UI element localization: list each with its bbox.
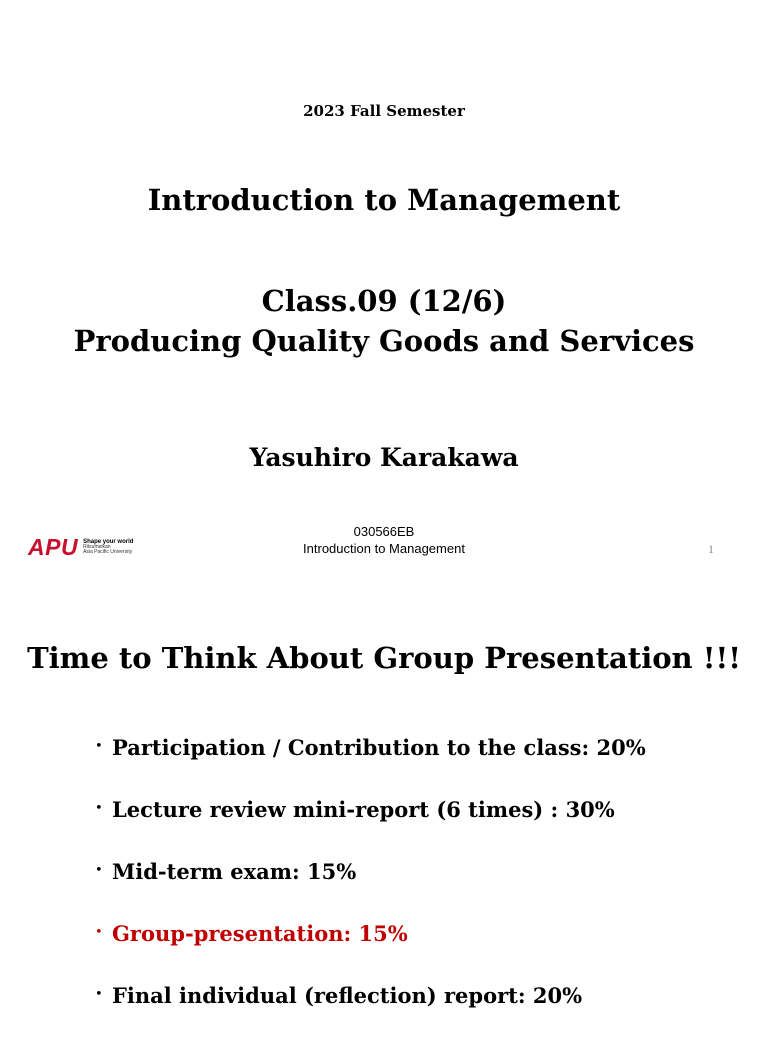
logo-tagline: Shape your world [83,538,134,545]
bullet-icon: • [95,863,103,878]
footer-course-name: Introduction to Management [303,541,465,556]
apu-logo-mark: APU [28,533,79,560]
semester-label: 2023 Fall Semester [303,102,465,120]
bullet-icon: • [95,925,103,940]
logo-university-line-1: Ritsumeikan [83,543,111,550]
list-item [95,983,646,1045]
list-item-text: Final individual (reflection) report: 20% [112,983,583,1008]
page-number: 1 [708,542,714,556]
grading-list [95,735,646,1045]
bullet-icon: • [95,801,103,816]
list-item [95,859,646,921]
class-number: Class.09 (12/6) [261,284,507,318]
class-topic: Producing Quality Goods and Services [73,324,695,358]
bullet-icon: • [95,739,103,754]
list-item-text: Group-presentation: 15% [112,921,408,946]
list-item-text: Mid-term exam: 15% [112,859,357,884]
logo-university-line-2: Asia Pacific University [83,549,133,556]
list-item [95,735,646,797]
grading-slide [0,580,768,1024]
list-item-highlighted [95,921,646,983]
bullet-icon: • [95,987,103,1002]
list-item-text: Lecture review mini-report (6 times) : 30% [112,797,615,822]
slide-title: Time to Think About Group Presentation !!! [27,641,741,675]
course-title: Introduction to Management [147,183,621,217]
lecturer-name: Yasuhiro Karakawa [249,443,519,472]
list-item [95,797,646,859]
footer-course-code: 030566EB [353,524,415,539]
list-item-text: Participation / Contribution to the class: 20% [112,735,646,760]
